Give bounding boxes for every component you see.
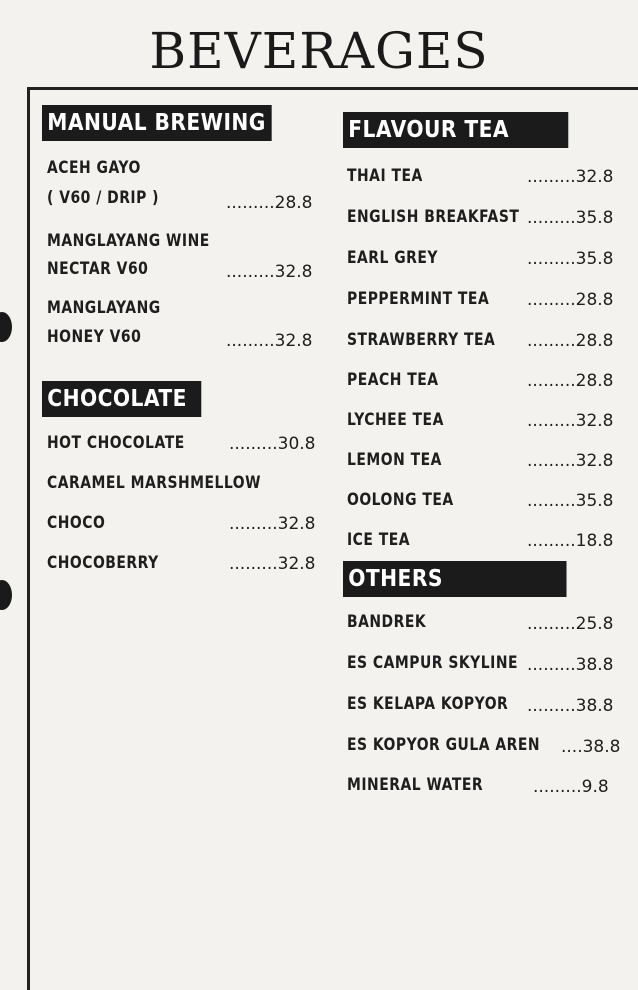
menu-item-name: BANDREK — [347, 612, 427, 632]
menu-item-price: .........25.8 — [527, 614, 614, 634]
binder-hole — [0, 312, 12, 342]
menu-item-name: ES CAMPUR SKYLINE — [347, 653, 518, 673]
menu-item-price: .........32.8 — [229, 554, 316, 574]
menu-item-price: .........28.8 — [527, 290, 614, 310]
section-heading-flavour-tea: FLAVOUR TEA — [343, 112, 568, 148]
menu-item-name: LEMON TEA — [347, 450, 442, 470]
menu-item-price: .........32.8 — [229, 514, 316, 534]
menu-item-price: .........38.8 — [527, 696, 614, 716]
menu-item-name: ENGLISH BREAKFAST — [347, 207, 520, 227]
menu-item-price: .........38.8 — [527, 655, 614, 675]
menu-item-name: STRAWBERRY TEA — [347, 330, 496, 350]
menu-item-name: ES KELAPA KOPYOR — [347, 694, 509, 714]
menu-item-price: .........35.8 — [527, 249, 614, 269]
menu-item-name: CHOCO — [47, 513, 106, 533]
menu-item-name: EARL GREY — [347, 248, 439, 268]
menu-item-price: .........32.8 — [226, 262, 313, 282]
section-heading-chocolate: CHOCOLATE — [42, 381, 201, 417]
menu-item-name: MANGLAYANG WINE — [47, 231, 210, 251]
menu-item-price: .........18.8 — [527, 531, 614, 551]
menu-item-price: .........35.8 — [527, 491, 614, 511]
menu-item-name: PEACH TEA — [347, 370, 439, 390]
menu-item-name: PEPPERMINT TEA — [347, 289, 490, 309]
menu-item-name: MINERAL WATER — [347, 775, 484, 795]
menu-item-price: .........32.8 — [527, 411, 614, 431]
section-heading-others: OTHERS — [343, 561, 567, 597]
menu-item-name: ES KOPYOR GULA AREN — [347, 735, 541, 755]
menu-item-price: .........9.8 — [533, 777, 609, 797]
menu-item-name: CARAMEL MARSHMELLOW — [47, 473, 262, 493]
menu-item-price: .........32.8 — [226, 331, 313, 351]
menu-item-name: CHOCOBERRY — [47, 553, 159, 573]
menu-item-price: .........35.8 — [527, 208, 614, 228]
menu-item-name: HONEY V60 — [47, 327, 142, 347]
menu-item-name: MANGLAYANG — [47, 298, 161, 318]
menu-item-price: .........28.8 — [226, 193, 313, 213]
menu-item-name: ICE TEA — [347, 530, 411, 550]
menu-item-price: .........28.8 — [527, 331, 614, 351]
section-heading-manual-brewing: MANUAL BREWING — [42, 105, 272, 141]
page-title: BEVERAGES — [149, 22, 489, 80]
binder-hole — [0, 580, 12, 610]
menu-item-price: .........32.8 — [527, 451, 614, 471]
menu-item-price: .........30.8 — [229, 434, 316, 454]
menu-item-name: LYCHEE TEA — [347, 410, 444, 430]
menu-item-price: .........32.8 — [527, 167, 614, 187]
menu-item-name: NECTAR V60 — [47, 259, 149, 279]
menu-item-price: ....38.8 — [561, 737, 621, 757]
menu-item-name: OOLONG TEA — [347, 490, 454, 510]
menu-item-name: HOT CHOCOLATE — [47, 433, 185, 453]
menu-item-price: .........28.8 — [527, 371, 614, 391]
menu-item-name: ACEH GAYO — [47, 158, 141, 178]
menu-item-name: THAI TEA — [347, 166, 423, 186]
menu-item-name: ( V60 / DRIP ) — [47, 188, 160, 208]
